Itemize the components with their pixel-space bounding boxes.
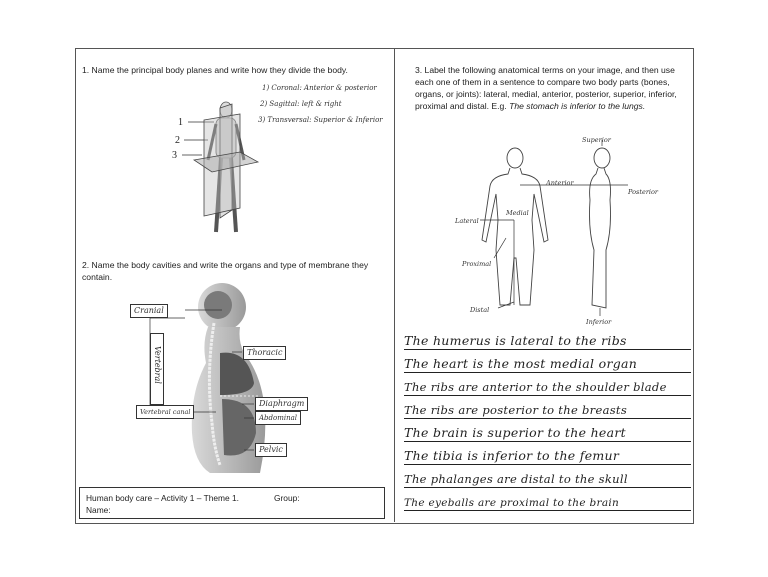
- term-distal: Distal: [470, 306, 490, 314]
- label-cranial: Cranial: [130, 304, 168, 318]
- question-3-example: The stomach is inferior to the lungs.: [509, 101, 646, 111]
- sentence-line: [404, 445, 691, 465]
- plane-answer-3: 3) Transversal: Superior & Inferior: [258, 116, 383, 124]
- sentence-text: The heart is the most medial organ: [404, 356, 638, 371]
- label-diaphragm: Diaphragm: [255, 397, 308, 411]
- body-planes-illustration: [180, 100, 270, 240]
- question-3: [415, 64, 685, 112]
- label-abdominal: Abdominal: [255, 411, 301, 425]
- sentence-text: The tibia is inferior to the femur: [404, 448, 620, 463]
- label-thoracic: Thoracic: [243, 346, 286, 360]
- term-lateral: Lateral: [455, 217, 479, 225]
- label-vertebral-canal: Vertebral canal: [136, 405, 194, 419]
- term-proximal: Proximal: [462, 260, 492, 268]
- sentence-line: [404, 330, 691, 350]
- question-2: 2. Name the body cavities and write the organs and type of membrane they contain.: [82, 260, 369, 282]
- plane-answer-1: 1) Coronal: Anterior & posterior: [262, 84, 377, 92]
- column-divider: [394, 48, 395, 522]
- sentence-line: [404, 422, 691, 442]
- label-vertical: Vertebral: [153, 346, 162, 384]
- term-medial: Medial: [506, 209, 529, 217]
- sentence-line: [404, 468, 691, 488]
- sentence-text: The ribs are posterior to the breasts: [404, 403, 628, 417]
- footer-group-label: Group:: [274, 493, 300, 503]
- question-3-text: 3. Label the following anatomical terms on your image, and then use each one of them in a sentence to compare two body parts (bones, organs, or joints): lateral, medial, anterior, posterior, superior, inferior, proximal and distal. E.g.: [415, 65, 677, 111]
- sentence-text: The eyeballs are proximal to the brain: [404, 497, 620, 509]
- sentence-line: [404, 376, 691, 396]
- plane-number-3: 3: [172, 150, 177, 161]
- sentence-text: The brain is superior to the heart: [404, 425, 626, 440]
- plane-answer-2: 2) Sagittal: left & right: [260, 100, 342, 108]
- sentence-text: The ribs are anterior to the shoulder blade: [404, 380, 667, 394]
- term-posterior: Posterior: [628, 188, 659, 196]
- term-anterior: Anterior: [546, 179, 574, 187]
- sentence-line: [404, 491, 691, 511]
- label-vertical-box: [150, 333, 164, 405]
- term-superior: Superior: [582, 136, 611, 144]
- footer-title: Human body care – Activity 1 – Theme 1.: [86, 493, 239, 503]
- sentence-line: [404, 353, 691, 373]
- label-pelvic: Pelvic: [255, 443, 287, 457]
- anatomical-terms-illustration: [470, 140, 670, 320]
- sentence-text: The phalanges are distal to the skull: [404, 472, 628, 486]
- question-1: 1. Name the principal body planes and write how they divide the body.: [82, 65, 348, 75]
- plane-number-1: 1: [178, 117, 183, 128]
- term-inferior: Inferior: [586, 318, 612, 326]
- footer-name-label: Name:: [86, 505, 111, 515]
- plane-number-2: 2: [175, 135, 180, 146]
- sentence-text: The humerus is lateral to the ribs: [404, 333, 627, 348]
- sentence-line: [404, 399, 691, 419]
- footer-box: [79, 487, 385, 519]
